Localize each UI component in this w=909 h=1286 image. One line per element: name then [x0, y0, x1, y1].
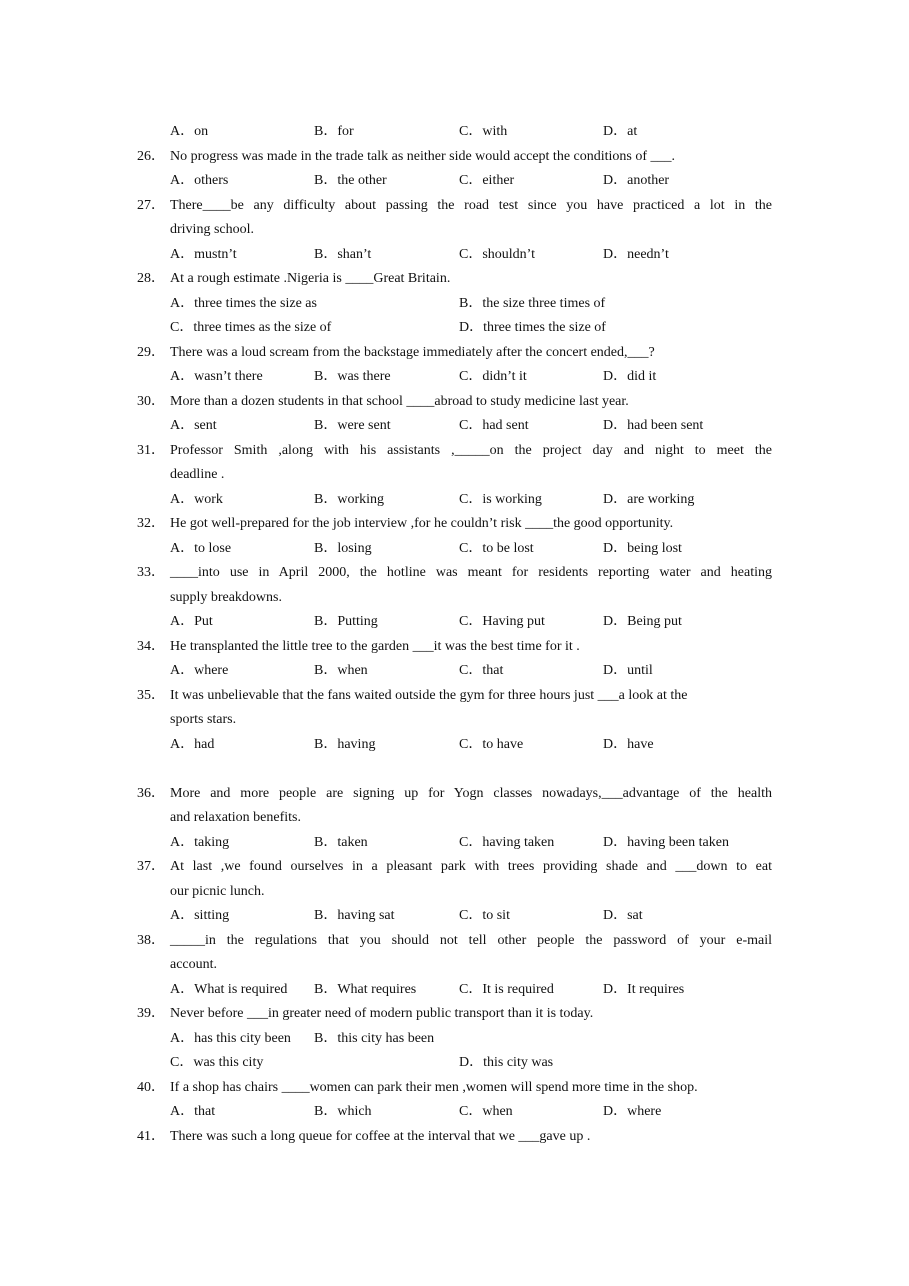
question-stem-continued	[0, 880, 909, 905]
option-d: D．had been sent	[603, 418, 704, 433]
question-number: 36．	[137, 785, 165, 801]
question-text: More and more people are signing up for Yogn classes nowadays,___advantage of the health	[170, 785, 772, 801]
option-row	[0, 120, 909, 145]
option-b: B．having sat	[314, 908, 395, 923]
option-b: B．having	[314, 736, 376, 752]
question-text: deadline .	[170, 467, 225, 482]
question-stem	[0, 635, 909, 660]
option-row	[0, 978, 909, 1003]
question-stem	[0, 1002, 909, 1027]
question-number: 39．	[137, 1006, 165, 1021]
question-number: 34．	[137, 638, 165, 654]
option-c: C．to have	[459, 736, 524, 752]
question-number: 37．	[137, 859, 165, 874]
option-a: A．has this city been	[170, 1030, 291, 1046]
question-text: supply breakdowns.	[170, 589, 282, 605]
exam-page	[0, 120, 909, 1149]
option-b: B．Putting	[314, 614, 378, 629]
option-row	[0, 610, 909, 635]
option-b: B．this city has been	[314, 1030, 435, 1046]
question-stem-continued	[0, 218, 909, 243]
question-number: 26．	[137, 148, 165, 164]
question-text: He transplanted the little tree to the garden ___it was the best time for it .	[170, 638, 580, 654]
option-b: B．the other	[314, 173, 387, 188]
option-d: D．have	[603, 736, 654, 752]
option-d: D．having been taken	[603, 834, 729, 850]
option-a: A．sent	[170, 418, 217, 433]
question-text: There was a loud scream from the backstage immediately after the concert ended,___?	[170, 344, 655, 360]
option-row	[0, 488, 909, 513]
option-row	[0, 169, 909, 194]
question-number: 41．	[137, 1128, 165, 1144]
question-text: He got well-prepared for the job interview ,for he couldn’t risk ____the good opportunity.	[170, 516, 674, 531]
option-b: B．taken	[314, 834, 368, 850]
option-d: D．needn’t	[603, 246, 669, 262]
option-b: B．for	[314, 124, 354, 139]
question-stem-continued	[0, 953, 909, 978]
question-stem-continued	[0, 463, 909, 488]
option-b: B．shan’t	[314, 246, 372, 262]
question-text: There____be any difficulty about passing the road test since you have practiced a lot in the	[170, 197, 772, 213]
question-stem	[0, 782, 909, 807]
question-text: our picnic lunch.	[170, 883, 265, 899]
question-stem	[0, 512, 909, 537]
option-c: C．either	[459, 173, 515, 188]
question-text: driving school.	[170, 222, 254, 237]
option-d: D．are working	[603, 491, 695, 507]
option-b: B．working	[314, 491, 384, 507]
option-a: A．where	[170, 663, 229, 678]
option-d: D．where	[603, 1104, 662, 1119]
question-text: It was unbelievable that the fans waited outside the gym for three hours just ___a look at the	[170, 687, 688, 703]
option-c: C．when	[459, 1104, 513, 1119]
option-d: D．sat	[603, 908, 643, 923]
option-a: A．that	[170, 1104, 216, 1119]
option-c: C．three times as the size of	[170, 320, 332, 335]
option-row	[0, 1051, 909, 1076]
question-number: 33．	[137, 565, 165, 580]
blank-line	[0, 757, 909, 782]
question-stem	[0, 267, 909, 292]
option-a: A．to lose	[170, 540, 232, 556]
question-text: ____into use in April 2000, the hotline was meant for residents reporting water and heating	[170, 565, 772, 580]
option-row	[0, 1027, 909, 1052]
question-stem-continued	[0, 806, 909, 831]
option-a: A．work	[170, 491, 223, 507]
question-stem	[0, 855, 909, 880]
option-c: C．It is required	[459, 981, 554, 997]
option-b: B．were sent	[314, 418, 391, 433]
question-stem	[0, 929, 909, 954]
option-row	[0, 831, 909, 856]
option-row	[0, 659, 909, 684]
question-stem	[0, 145, 909, 170]
option-c: C．had sent	[459, 418, 529, 433]
option-d: D．at	[603, 124, 638, 139]
option-d: D．three times the size of	[459, 320, 606, 335]
option-a: A．three times the size as	[170, 295, 317, 311]
option-c: C．to sit	[459, 908, 510, 923]
option-row	[0, 365, 909, 390]
option-row	[0, 316, 909, 341]
option-row	[0, 733, 909, 758]
question-text: There was such a long queue for coffee at the interval that we ___gave up .	[170, 1128, 591, 1144]
option-a: A．mustn’t	[170, 246, 237, 262]
question-number: 38．	[137, 932, 165, 948]
option-d: D．being lost	[603, 540, 682, 556]
question-text: _____in the regulations that you should not tell other people the password of your e-mail	[170, 932, 772, 948]
question-stem-continued	[0, 708, 909, 733]
question-stem	[0, 561, 909, 586]
option-b: B．the size three times of	[459, 295, 606, 311]
question-number: 28．	[137, 271, 165, 286]
option-d: D．until	[603, 663, 653, 678]
question-text: If a shop has chairs ____women can park their men ,women will spend more time in the shop.	[170, 1079, 698, 1095]
option-d: D．another	[603, 173, 670, 188]
question-text: and relaxation benefits.	[170, 810, 302, 825]
option-row	[0, 537, 909, 562]
option-d: D．did it	[603, 369, 657, 384]
option-row	[0, 904, 909, 929]
question-number: 32．	[137, 516, 165, 531]
question-text: At a rough estimate .Nigeria is ____Great Britain.	[170, 271, 451, 286]
option-c: C．Having put	[459, 614, 545, 629]
option-row	[0, 292, 909, 317]
question-stem-continued	[0, 586, 909, 611]
option-a: A．Put	[170, 614, 213, 629]
option-a: A．wasn’t there	[170, 369, 263, 384]
option-a: A．on	[170, 124, 209, 139]
option-c: C．shouldn’t	[459, 246, 535, 262]
option-c: C．didn’t it	[459, 369, 527, 384]
question-number: 40．	[137, 1079, 165, 1095]
question-text: No progress was made in the trade talk as neither side would accept the conditions of ___.	[170, 148, 676, 164]
option-row	[0, 414, 909, 439]
question-text: Professor Smith ,along with his assistants ,_____on the project day and night to meet the	[170, 442, 772, 458]
option-d: D．this city was	[459, 1055, 554, 1070]
option-row	[0, 1100, 909, 1125]
option-c: C．with	[459, 124, 508, 139]
question-stem	[0, 1076, 909, 1101]
option-row	[0, 243, 909, 268]
question-text: More than a dozen students in that school ____abroad to study medicine last year.	[170, 393, 629, 409]
question-text: account.	[170, 957, 218, 972]
option-a: A．had	[170, 736, 215, 752]
option-c: C．to be lost	[459, 540, 534, 556]
question-number: 27．	[137, 197, 165, 213]
option-a: A．What is required	[170, 981, 288, 997]
option-c: C．is working	[459, 491, 542, 507]
question-stem	[0, 439, 909, 464]
question-number: 29．	[137, 344, 165, 360]
option-a: A．taking	[170, 834, 230, 850]
question-number: 35．	[137, 687, 165, 703]
question-stem	[0, 341, 909, 366]
question-text: At last ,we found ourselves in a pleasant park with trees providing shade and ___down to eat	[170, 859, 772, 874]
option-b: B．which	[314, 1104, 372, 1119]
option-c: C．having taken	[459, 834, 555, 850]
question-number: 31．	[137, 442, 165, 458]
question-stem	[0, 684, 909, 709]
question-text: sports stars.	[170, 712, 237, 727]
question-stem	[0, 1125, 909, 1150]
option-a: A．others	[170, 173, 229, 188]
option-b: B．was there	[314, 369, 391, 384]
option-b: B．losing	[314, 540, 372, 556]
question-stem	[0, 390, 909, 415]
question-text: Never before ___in greater need of modern public transport than it is today.	[170, 1006, 594, 1021]
option-b: B．What requires	[314, 981, 417, 997]
option-c: C．that	[459, 663, 504, 678]
option-b: B．when	[314, 663, 368, 678]
option-d: D．Being put	[603, 614, 682, 629]
option-d: D．It requires	[603, 981, 685, 997]
option-a: A．sitting	[170, 908, 230, 923]
question-stem	[0, 194, 909, 219]
question-number: 30．	[137, 393, 165, 409]
option-c: C．was this city	[170, 1055, 264, 1070]
